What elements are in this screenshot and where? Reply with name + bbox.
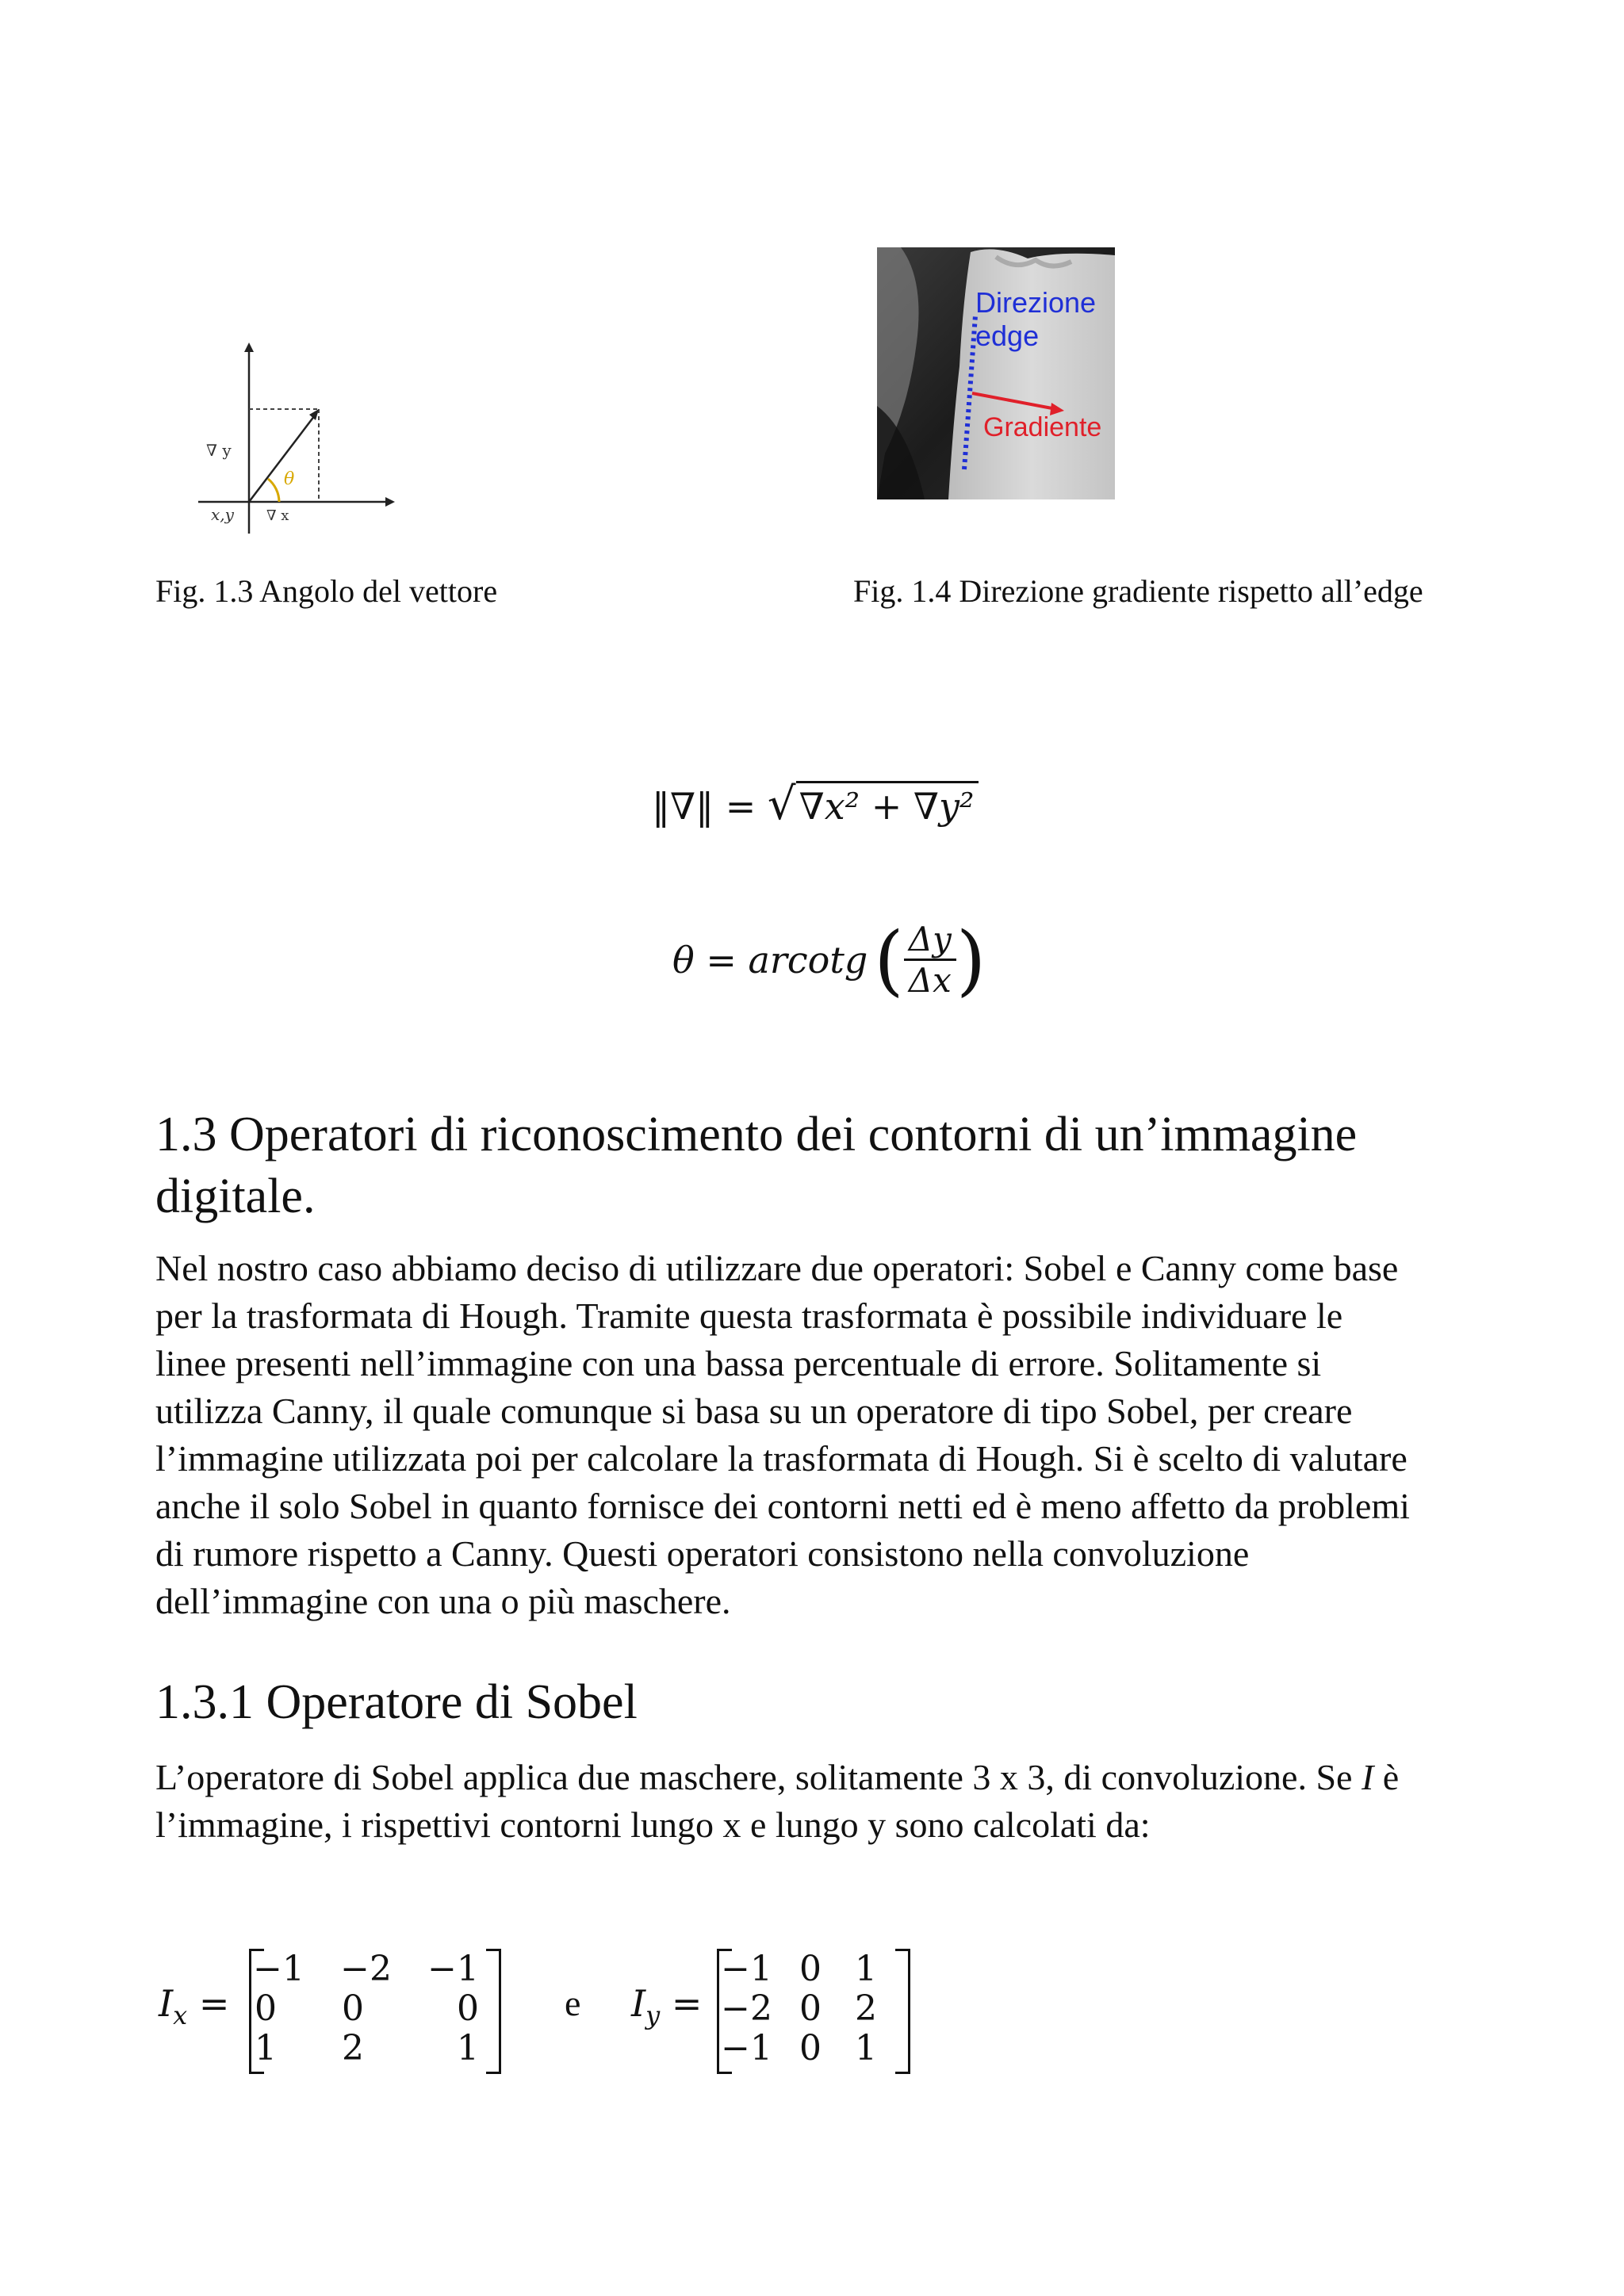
matrix-bracket-right (895, 1949, 910, 2074)
paragraph-line: dell’immagine con una o più maschere. (155, 1581, 731, 1621)
matrix-cell: 1 (855, 2028, 877, 2068)
left-paren: ( (874, 915, 904, 1004)
origin-label: x,y (211, 505, 234, 524)
edge-direction-label: Direzione (975, 286, 1097, 319)
subsection-line-2: l’immagine, i rispettivi contorni lungo x e lungo y sono calcolati da: (155, 1804, 1151, 1845)
figure-1-3-caption: Fig. 1.3 Angolo del vettore (155, 573, 498, 609)
fraction-numerator: Δy (904, 920, 956, 961)
matrix-cell: 2 (855, 1988, 877, 2029)
iy-matrix (717, 1949, 910, 2069)
subsection-paragraph (155, 1754, 1496, 1849)
sqrt-sign: √ (767, 779, 796, 830)
subsection-heading: 1.3.1 Operatore di Sobel (155, 1675, 638, 1729)
matrix-cell: 0 (799, 1949, 822, 1989)
matrix-cell: 1 (255, 2028, 277, 2068)
magnitude-radicand: ∇x² + ∇y² (796, 781, 979, 828)
matrix-cell: 0 (799, 2028, 822, 2068)
section-heading: 1.3 Operatori di riconoscimento dei contorni di un’immagine digitale. (155, 1108, 1358, 1223)
angle-lhs: θ = arcotg (672, 938, 868, 982)
ix-matrix (249, 1949, 501, 2069)
iy-label (631, 1982, 702, 2030)
matrix-cell: −2 (340, 1949, 392, 1989)
matrix-cell: 1 (457, 2028, 479, 2068)
edge-label: edge (975, 320, 1040, 352)
iy-symbol: I (631, 1982, 646, 2025)
matrix-cell: −1 (253, 1949, 304, 1989)
theta-label: θ (284, 469, 295, 489)
right-paren: ) (956, 915, 986, 1004)
section-paragraph (155, 1245, 1496, 1625)
fraction-denominator: Δx (908, 961, 952, 1000)
matrix-cell: 0 (342, 1988, 364, 2029)
line1-text: L’operatore di Sobel applica due maschere, solitamente 3 x 3, di convoluzione. Se (155, 1757, 1353, 1797)
image-variable: I (1361, 1757, 1374, 1797)
figure-1-4-caption: Fig. 1.4 Direzione gradiente rispetto all’edge (853, 573, 1423, 609)
ix-equals: = (187, 1982, 230, 2025)
vector-angle-diagram (190, 339, 404, 538)
ix-label (159, 1982, 229, 2030)
grad-y-label: ∇ y (206, 441, 232, 460)
subsection-line-1 (155, 1754, 1496, 1801)
paragraph-line: Nel nostro caso abbiamo deciso di utilizzare due operatori: Sobel e Canny come base (155, 1248, 1399, 1288)
matrix-cell: 1 (855, 1949, 877, 1989)
matrix-cell: −1 (427, 1949, 479, 1989)
gradient-edge-photo (877, 247, 1115, 499)
ix-subscript: x (173, 2000, 188, 2031)
grad-x-label: ∇ x (266, 507, 289, 524)
ix-symbol: I (159, 1982, 174, 2025)
iy-subscript: y (645, 2000, 661, 2031)
angle-formula (672, 915, 986, 1004)
paragraph-line: anche il solo Sobel in quanto fornisce dei contorni netti ed è meno affetto da problemi (155, 1486, 1410, 1526)
matrix-cell: 0 (457, 1988, 479, 2029)
paragraph-line: di rumore rispetto a Canny. Questi operatori consistono nella convoluzione (155, 1533, 1250, 1574)
paragraph-line: utilizza Canny, il quale comunque si basa su un operatore di tipo Sobel, per creare (155, 1391, 1353, 1431)
magnitude-formula (652, 779, 979, 830)
matrix-bracket-right (486, 1949, 501, 2074)
matrix-cell: −1 (721, 2028, 772, 2068)
matrix-cell: −1 (721, 1949, 772, 1989)
magnitude-lhs: ‖∇‖ = (652, 785, 756, 828)
paragraph-line: l’immagine utilizzata poi per calcolare la trasformata di Hough. Si è scelto di valutare (155, 1438, 1408, 1479)
matrix-cell: 2 (342, 2028, 364, 2068)
conjunction: e (565, 1983, 581, 2023)
matrix-cell: −2 (721, 1988, 772, 2029)
iy-equals: = (660, 1982, 703, 2025)
matrix-cell: 0 (799, 1988, 822, 2029)
gradient-label: Gradiente (983, 412, 1102, 442)
paragraph-line: linee presenti nell’immagine con una bassa percentuale di errore. Solitamente si (155, 1343, 1322, 1383)
angle-fraction (904, 920, 956, 1000)
line1-end: è (1382, 1757, 1400, 1797)
matrix-cell: 0 (255, 1988, 277, 2029)
paragraph-line: per la trasformata di Hough. Tramite questa trasformata è possibile individuare le (155, 1295, 1343, 1336)
